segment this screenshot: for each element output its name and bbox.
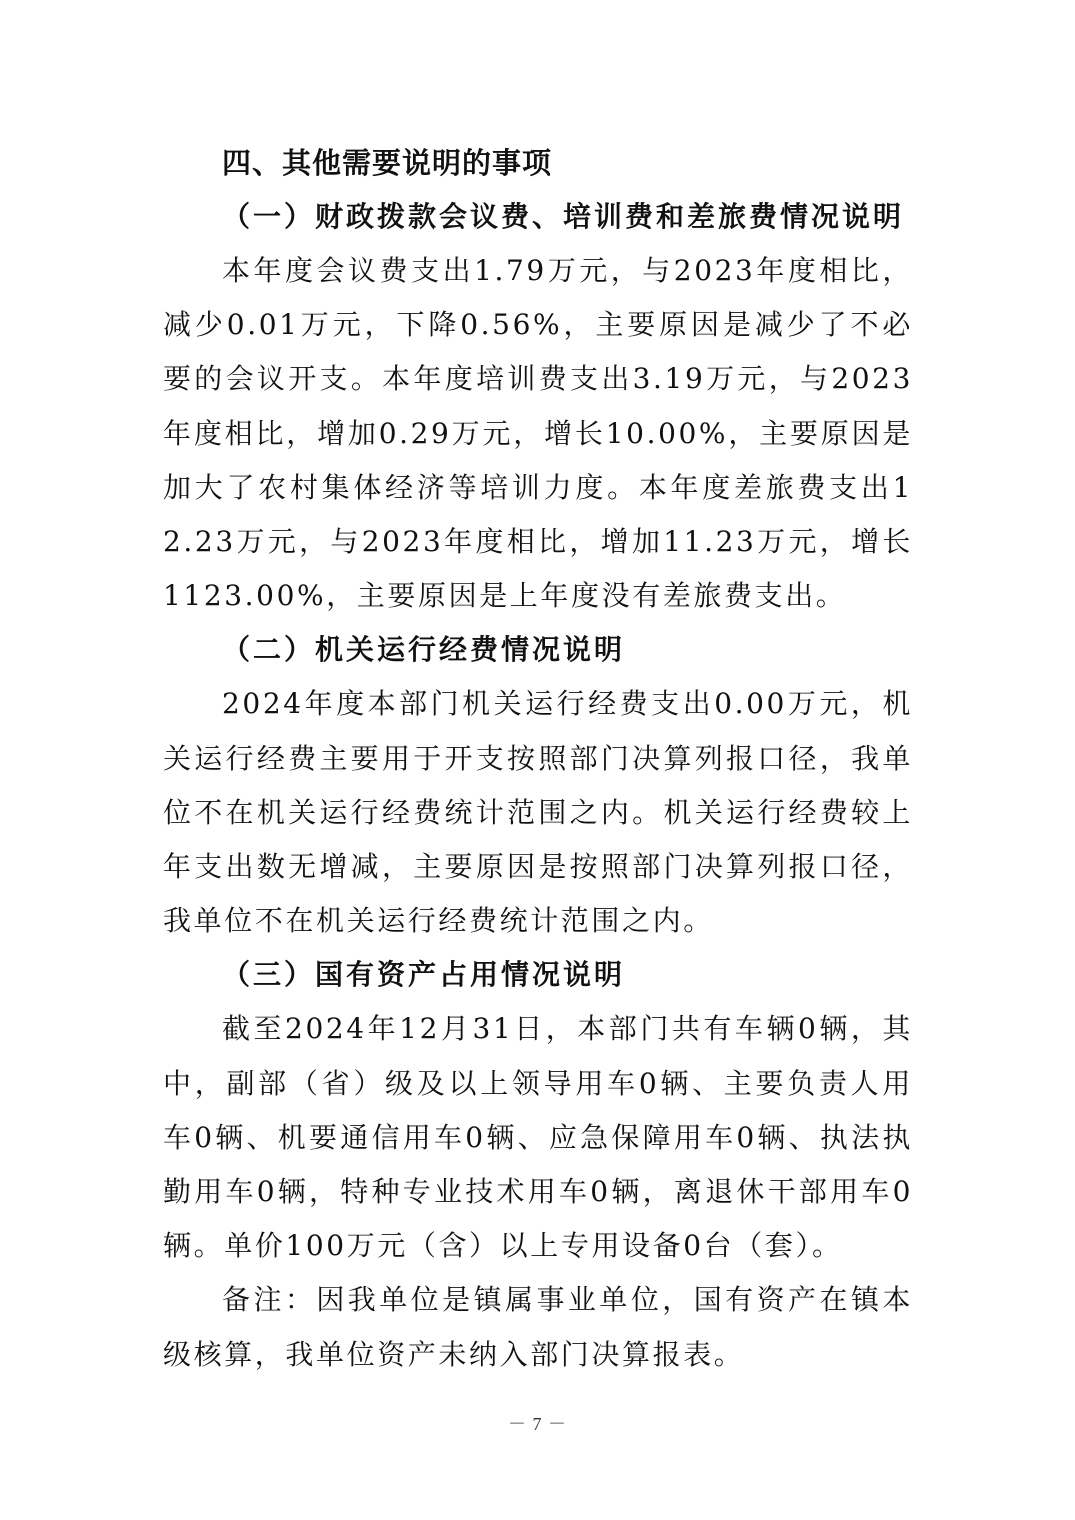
paragraph-operating-expenses: 2024年度本部门机关运行经费支出0.00万元，机关运行经费主要用于开支按照部门决算列报口径，我单位不在机关运行经费统计范围之内。机关运行经费较上年支出数无增减，主要原因是按照部门决算列报口径，我单位不在机关运行经费统计范围之内。 xyxy=(163,687,913,938)
page-number: － 7 － xyxy=(508,1414,567,1434)
section-title: 四、其他需要说明的事项 xyxy=(222,146,553,180)
paragraph-state-assets: 截至2024年12月31日，本部门共有车辆0辆，其中，副部（省）级及以上领导用车0辆、主要负责人用车0辆、机要通信用车0辆、应急保障用车0辆、执法执勤用车0辆，特种专业技术用车0辆，离退休干部用车0辆。单价100万元（含）以上专用设备0台（套）。 xyxy=(163,1012,913,1263)
paragraph-meeting-training-travel: 本年度会议费支出1.79万元，与2023年度相比，减少0.01万元，下降0.56%，主要原因是减少了不必要的会议开支。本年度培训费支出3.19万元，与2023年度相比，增加0.29万元，增长10.00%，主要原因是加大了农村集体经济等培训力度。本年度差旅费支出12.23万元，与2023年度相比，增加11.23万元，增长1123.00%，主要原因是上年度没有差旅费支出。 xyxy=(163,254,913,613)
subsection-title-meeting-training-travel: （一）财政拨款会议费、培训费和差旅费情况说明 xyxy=(222,200,905,233)
subsection-title-state-assets: （三）国有资产占用情况说明 xyxy=(222,958,626,992)
document-body xyxy=(163,136,913,1382)
subsection-title-operating-expenses: （二）机关运行经费情况说明 xyxy=(222,633,626,667)
paragraph-note: 备注：因我单位是镇属事业单位，国有资产在镇本级核算，我单位资产未纳入部门决算报表。 xyxy=(163,1283,913,1371)
